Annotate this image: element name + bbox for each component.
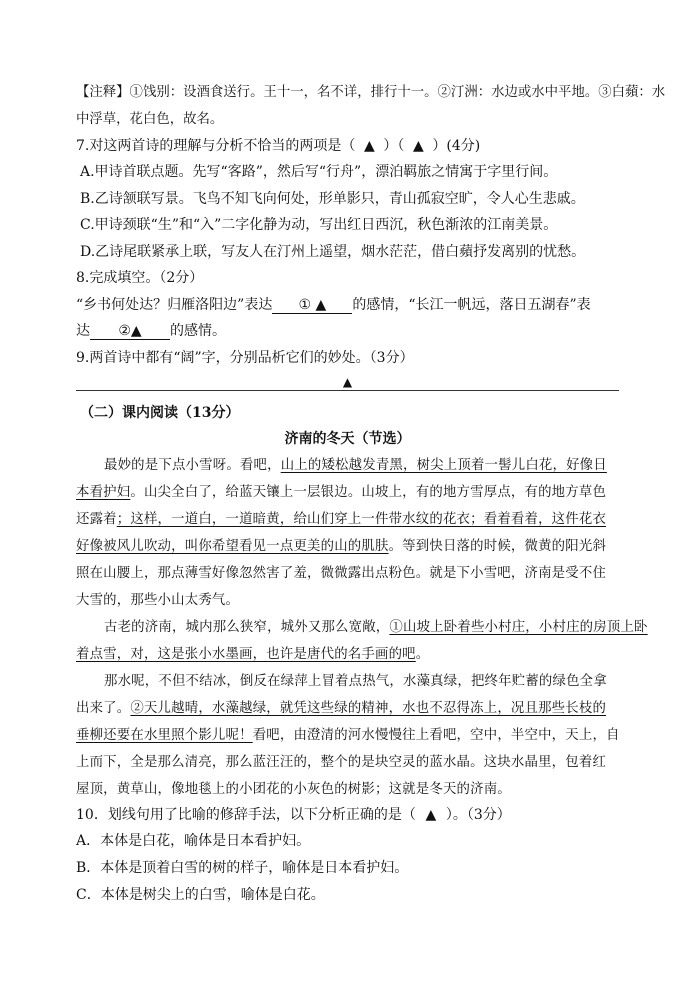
question-8-stem: 8.完成填空。（2分） xyxy=(76,270,204,286)
underlined-sentence: ②天儿越晴，水藻越绿，就凭这些绿的精神，水也不忍得冻上，况且那些长枝的 xyxy=(130,701,607,716)
underlined-sentence: ；这样，一道白，一道暗黄，给山们穿上一件带水纹的花衣；看着看着，这件花衣 xyxy=(116,512,607,527)
question-10-option-a: A．本体是白花，喻体是日本看护妇。 xyxy=(76,833,311,849)
passage-line: 出来了。②天儿越晴，水藻越绿，就凭这些绿的精神，水也不忍得冻上，况且那些长枝的 xyxy=(76,701,607,716)
passage-line: 屋顶，黄草山，像地毯上的小团花的小灰色的树影；这就是冬天的济南。 xyxy=(76,782,511,797)
passage-line: 垂柳还要在水里照个影儿呢！看吧，由澄清的河水慢慢往上看吧，空中，半空中，天上，自 xyxy=(76,728,620,743)
fill-blank-1[interactable]: ① ▲ xyxy=(272,297,352,314)
answer-mark: ▲ xyxy=(363,138,375,154)
question-7-option-a: A.甲诗首联点题。先写“客路”，然后写“行舟”，漂泊羁旅之情寓于字里行间。 xyxy=(80,164,558,180)
passage-line: 那水呢，不但不结冰，倒反在绿萍上冒着点热气，水藻真绿，把终年贮蓄的绿色全拿 xyxy=(104,674,607,689)
question-10-option-b: B．本体是顶着白雪的树的样子，喻体是日本看护妇。 xyxy=(76,860,409,876)
underlined-sentence: 本看护妇 xyxy=(76,485,131,500)
annotation-line-1: 【注释】①饯别：设酒食送行。王十一，名不详，排行十一。②汀洲：水边或水中平地。③白蘋：水 xyxy=(76,85,666,100)
fill-blank-2[interactable]: ②▲ xyxy=(90,323,170,340)
underlined-sentence: 好像被风儿吹动，叫你希望看见一点更美的山的肌肤 xyxy=(76,539,389,554)
answer-mark: ▲ xyxy=(342,375,353,389)
answer-mark: ▲ xyxy=(412,138,424,154)
question-8-line-2: 达 ②▲ 的感情。 xyxy=(76,323,226,339)
underlined-sentence: 垂柳还要在水里照个影儿呢！ xyxy=(76,728,253,743)
underlined-sentence: 山上的矮松越发青黑，树尖上顶着一髻儿白花，好像日 xyxy=(280,458,607,473)
question-7-option-c: C.甲诗颈联“生”和“入”二字化静为动，写出红日西沉，秋色渐浓的江南美景。 xyxy=(80,217,558,233)
answer-mark: ▲ xyxy=(425,807,437,823)
passage-line: 还露着；这样，一道白，一道暗黄，给山们穿上一件带水纹的花衣；看着看着，这件花衣 xyxy=(76,512,607,527)
question-7-option-b: B.乙诗颔联写景。飞鸟不知飞向何处，形单影只，青山孤寂空旷，令人心生悲戚。 xyxy=(80,191,585,207)
question-10-option-c: C．本体是树尖上的白雪，喻体是白花。 xyxy=(76,887,325,903)
passage-line: 好像被风儿吹动，叫你希望看见一点更美的山的肌肤。等到快日落的时候，微黄的阳光斜 xyxy=(76,539,607,554)
annotation-line-2: 中浮草，花白色，故名。 xyxy=(76,112,224,127)
divider-line xyxy=(76,390,619,391)
question-7-option-d: D.乙诗尾联紧承上联，写友人在汀州上遥望，烟水茫茫，借白蘋抒发离别的忧愁。 xyxy=(80,244,586,260)
question-7-stem: 7.对这两首诗的理解与分析不恰当的两项是（ ▲ ）（ ▲ ）(4分) xyxy=(76,138,481,154)
passage-line: 照在山腰上，那点薄雪好像忽然害了羞，微微露出点粉色。就是下小雪吧，济南是受不住 xyxy=(76,566,607,581)
passage-line: 古老的济南，城内那么狭窄，城外又那么宽敞，①山坡上卧着些小村庄，小村庄的房顶上卧 xyxy=(104,620,648,635)
passage-line: 大雪的，那些小山太秀气。 xyxy=(76,593,240,608)
passage-line: 上而下，全是那么清亮，那么蓝汪汪的，整个的是块空灵的蓝水晶。这块水晶里，包着红 xyxy=(76,755,607,770)
passage-line: 最妙的是下点小雪呀。看吧，山上的矮松越发青黑，树尖上顶着一髻儿白花，好像日 xyxy=(104,458,607,473)
passage-line: 着点雪，对，这是张小水墨画，也许是唐代的名手画的吧。 xyxy=(76,647,430,662)
question-9-stem: 9.两首诗中都有“阔”字，分别品析它们的妙处。（3分） xyxy=(76,350,414,366)
question-8-line-1: “乡书何处达？归雁洛阳边”表达 ① ▲ 的感情，“长江一帆远，落日五湖春”表 xyxy=(76,297,591,313)
underlined-sentence: ①山坡上卧着些小村庄，小村庄的房顶上卧 xyxy=(389,620,648,635)
passage-title: 济南的冬天（节选） xyxy=(284,431,411,447)
underlined-sentence: 着点雪，对，这是张小水墨画，也许是唐代的名手画的吧 xyxy=(76,647,416,662)
section-heading: （二）课内阅读（13分） xyxy=(80,405,240,421)
question-10-stem: 10．划线句用了比喻的修辞手法，以下分析正确的是（ ▲ ）。（3分） xyxy=(76,807,511,823)
passage-line: 本看护妇。山尖全白了，给蓝天镶上一层银边。山坡上，有的地方雪厚点，有的地方草色 xyxy=(76,485,607,500)
